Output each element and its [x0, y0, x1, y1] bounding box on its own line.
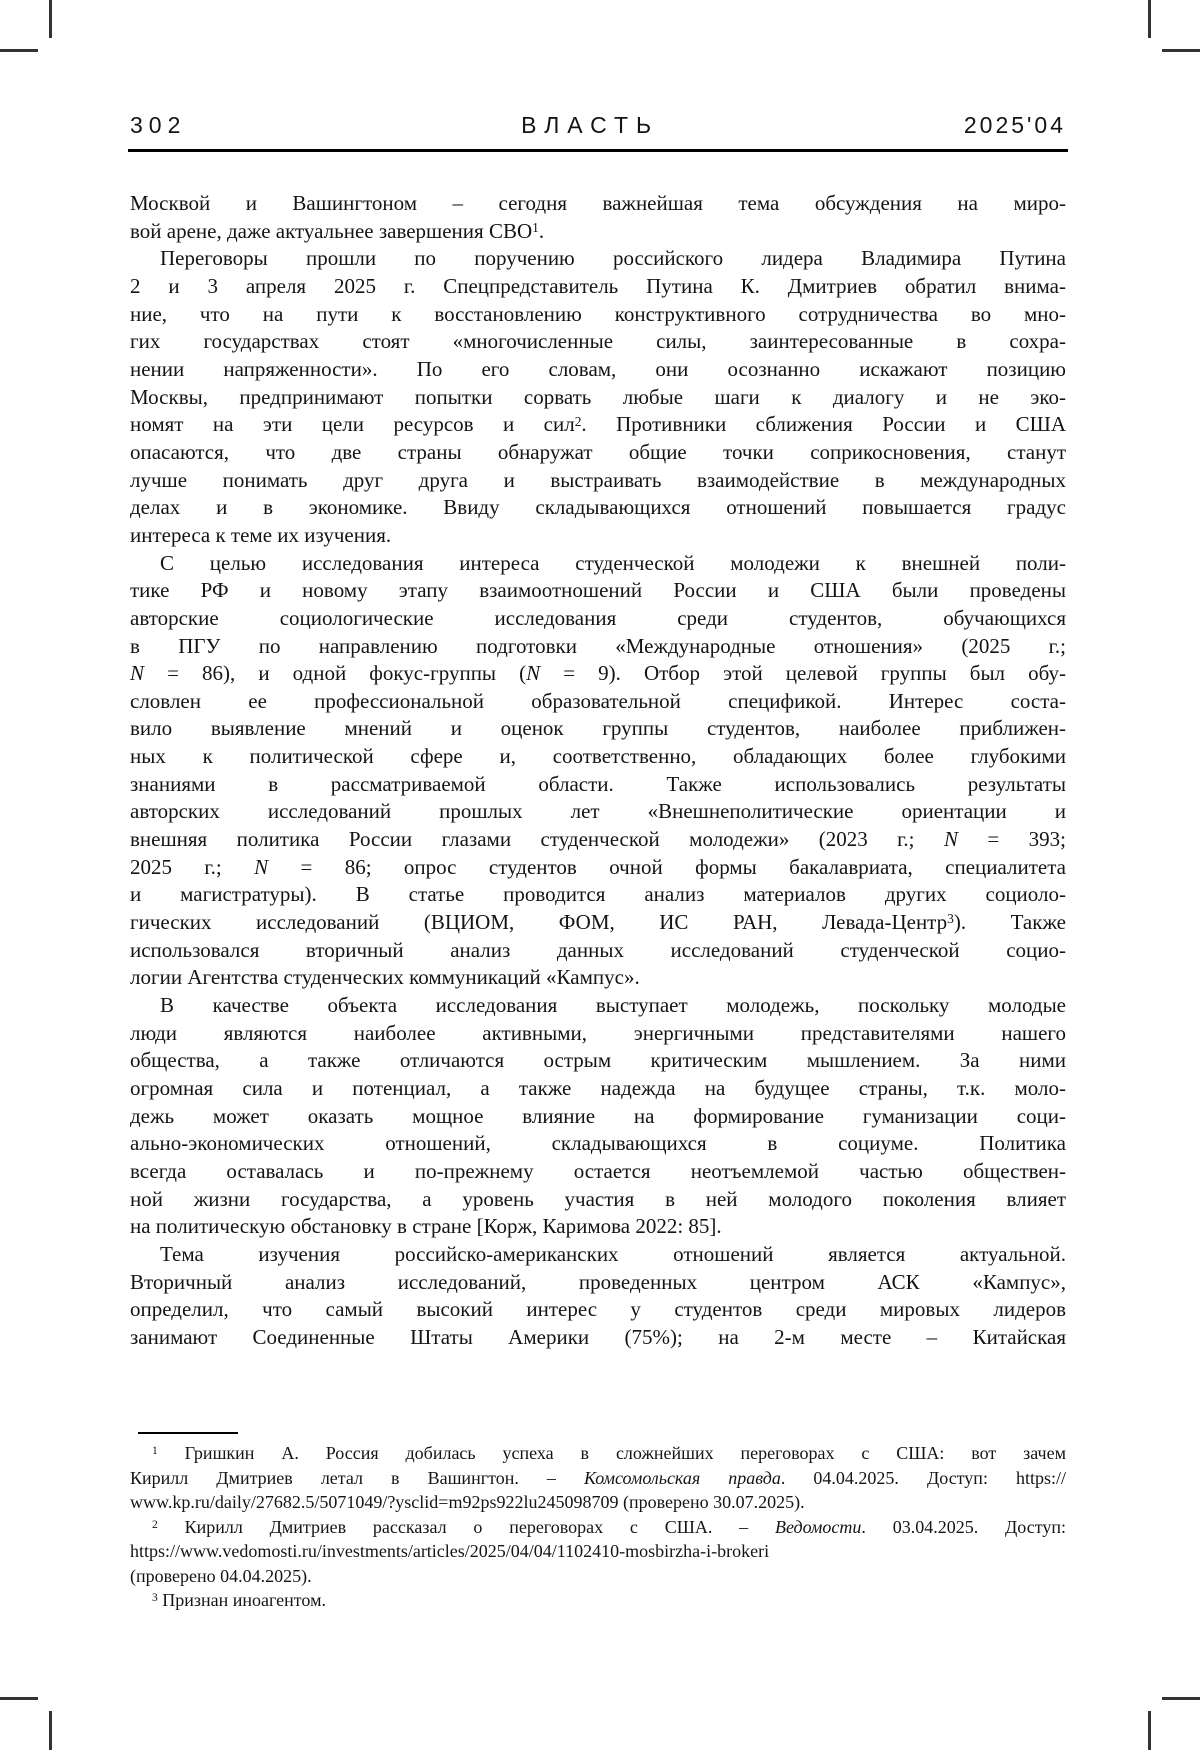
text-segment: = 86; опрос студентов очной формы бакалавриата, специалитета [268, 854, 1066, 879]
text-segment: В качестве объекта исследования выступает молодежь, поскольку молодые [160, 993, 1066, 1018]
text-line [130, 273, 1066, 301]
footnote-ref: 1 [152, 1445, 158, 1458]
text-segment: https://www.vedomosti.ru/investments/articles/2025/04/04/1102410-mosbirzha-i-brokeri [130, 1541, 770, 1561]
text-segment: словлен ее профессиональной образовательной спецификой. Интерес соста- [130, 688, 1066, 713]
footnote-separator [138, 1432, 238, 1434]
text-segment: дежь может оказать мощное влияние на формирование гуманизации соци- [130, 1103, 1066, 1128]
text-line [130, 688, 1066, 716]
text-segment: Кирилл Дмитриев рассказал о переговорах с США. – [157, 1516, 775, 1537]
text-segment: определил, что самый высокий интерес у студентов среди мировых лидеров [130, 1297, 1066, 1322]
footnote [130, 1515, 1066, 1589]
text-line [130, 190, 1066, 218]
italic-text: N [254, 854, 269, 879]
journal-title: ВЛАСТЬ [521, 112, 660, 138]
text-segment: 2 и 3 апреля 2025 г. Спецпредставитель Путина К. Дмитриев обратил внима- [130, 273, 1066, 298]
text-segment: Тема изучения российско-американских отношений является актуальной. [160, 1241, 1066, 1266]
text-line [130, 992, 1066, 1020]
text-line [130, 550, 1066, 578]
text-line [130, 1588, 1066, 1613]
italic-text: N [526, 661, 541, 686]
text-segment: Признан иноагентом. [157, 1590, 326, 1610]
footnote-ref: 1 [532, 220, 539, 236]
header-rule [128, 149, 1068, 152]
text-segment: люди являются наиболее активными, энергичными представителями нашего [130, 1020, 1066, 1045]
article-body [130, 190, 1066, 1352]
text-segment: гих государствах стоят «многочисленные силы, заинтересованные в сохра- [130, 329, 1066, 354]
paragraph [130, 1241, 1066, 1352]
text-line [130, 1324, 1066, 1352]
text-segment: гических исследований (ВЦИОМ, ФОМ, ИС РАН, Левада-Центр [130, 910, 948, 935]
footnote [130, 1588, 1066, 1613]
text-line [130, 771, 1066, 799]
text-segment: = 393; [957, 827, 1066, 852]
text-line [130, 1103, 1066, 1131]
text-segment: Вторичный анализ исследований, проведенных центром АСК «Кампус», [130, 1269, 1066, 1294]
text-line [130, 826, 1066, 854]
text-segment: опасаются, что две страны обнаружат общие точки соприкосновения, станут [130, 439, 1066, 464]
text-segment: (проверено 04.04.2025). [130, 1565, 312, 1586]
text-line [130, 743, 1066, 771]
text-line [130, 1047, 1066, 1075]
text-segment: Кирилл Дмитриев летал в Вашингтон. – [130, 1467, 584, 1488]
crop-mark-top-left-horizontal [0, 49, 38, 52]
text-segment: = 86), и одной фокус-группы ( [144, 661, 527, 686]
text-line [130, 494, 1066, 522]
text-segment: авторских исследований прошлых лет «Внешнеполитические ориентации и [130, 799, 1066, 824]
text-segment: авторские социологические исследования среди студентов, обучающихся [130, 605, 1066, 630]
italic-text: N [130, 661, 145, 686]
text-line [130, 1158, 1066, 1186]
text-line [130, 1466, 1066, 1491]
text-segment: внешняя политика России глазами студенческой молодежи» (2023 г.; [130, 827, 944, 852]
text-segment: интереса к теме их изучения. [130, 522, 392, 547]
footnote-ref: 2 [152, 1518, 158, 1531]
text-segment: ной жизни государства, а уровень участия в ней молодого поколения влияет [130, 1186, 1066, 1211]
text-segment: знаниями в рассматриваемой области. Также использовались результаты [130, 771, 1066, 796]
italic-text: Ведомости [774, 1516, 862, 1537]
text-segment: ных к политической сфере и, соответственно, обладающих более глубокими [130, 744, 1066, 769]
text-segment: Москвой и Вашингтоном – сегодня важнейшая тема обсуждения на миро- [130, 191, 1066, 215]
text-line [130, 1296, 1066, 1324]
crop-mark-bottom-left-vertical [49, 1711, 52, 1750]
text-segment: С целью исследования интереса студенческой молодежи к внешней поли- [160, 550, 1066, 575]
text-line [130, 467, 1066, 495]
text-segment: тике РФ и новому этапу взаимоотношений России и США были проведены [130, 578, 1066, 603]
issue-label: 2025'04 [963, 112, 1066, 138]
text-segment: ально-экономических отношений, складывающихся в социуме. Политика [130, 1131, 1066, 1156]
text-segment: Переговоры прошли по поручению российского лидера Владимира Путина [160, 246, 1066, 271]
footnote [130, 1441, 1066, 1515]
text-segment: логии Агентства студенческих коммуникаций «Кампус». [130, 965, 640, 990]
text-segment: лучше понимать друг друга и выстраивать взаимодействие в международных [130, 467, 1066, 492]
footnote-ref: 3 [947, 911, 954, 927]
text-segment: занимают Соединенные Штаты Америки (75%); на 2-м месте – Китайская [130, 1324, 1066, 1349]
text-segment: делах и в экономике. Ввиду складывающихся отношений повышается градус [130, 495, 1066, 520]
crop-mark-bottom-right-vertical [1148, 1711, 1151, 1750]
text-segment: 2025 г.; [130, 854, 255, 879]
text-segment: . 04.04.2025. Доступ: https:// [780, 1467, 1066, 1488]
text-line [130, 218, 1066, 246]
text-segment: в ПГУ по направлению подготовки «Международные отношения» (2025 г.; [130, 633, 1066, 658]
text-line [130, 605, 1066, 633]
text-segment: Гришкин А. Россия добилась успеха в сложнейших переговорах с США: вот зачем [157, 1443, 1066, 1463]
text-line [130, 798, 1066, 826]
text-line [130, 715, 1066, 743]
text-line [130, 577, 1066, 605]
text-segment: . 03.04.2025. Доступ: [861, 1516, 1066, 1537]
text-segment: огромная сила и потенциал, а также надежда на будущее страны, т.к. моло- [130, 1076, 1066, 1100]
crop-mark-top-right-horizontal [1162, 49, 1200, 52]
text-line [130, 881, 1066, 909]
text-line [130, 1075, 1066, 1103]
text-segment: вой арене, даже актуальнее завершения СВО [130, 218, 533, 243]
text-line [130, 522, 1066, 550]
text-segment: вило выявление мнений и оценок группы студентов, наиболее приближен- [130, 716, 1066, 741]
text-segment: . Противники сближения России и США [581, 412, 1066, 437]
text-segment: = 9). Отбор этой целевой группы был обу- [540, 661, 1066, 686]
text-segment: ). Также [953, 910, 1067, 935]
text-segment: . [538, 218, 545, 243]
text-line [130, 660, 1066, 688]
page-header [130, 112, 1066, 139]
text-line [130, 1241, 1066, 1269]
footnotes [130, 1441, 1066, 1613]
text-segment: общества, а также отличаются острым критическим мышлением. За ними [130, 1048, 1066, 1073]
text-line [130, 411, 1066, 439]
text-line [130, 301, 1066, 329]
text-line [130, 1269, 1066, 1297]
text-line [130, 1539, 1066, 1564]
text-segment: www.kp.ru/daily/27682.5/5071049/?ysclid=m92ps922lu245098709 (проверено 30.07.2025). [130, 1492, 805, 1512]
text-segment: номят на эти цели ресурсов и сил [130, 412, 575, 437]
text-segment: всегда оставалась и по-прежнему остается неотъемлемой частью обществен- [130, 1158, 1066, 1183]
text-line [130, 384, 1066, 412]
text-line [130, 1213, 1066, 1241]
text-line [130, 1564, 1066, 1589]
text-segment: и магистратуры). В статье проводится анализ материалов других социоло- [130, 882, 1066, 907]
text-segment: использовался вторичный анализ данных исследований студенческой социо- [130, 937, 1066, 962]
text-line [130, 1186, 1066, 1214]
paragraph [130, 245, 1066, 549]
paragraph [130, 992, 1066, 1241]
paragraph [130, 190, 1066, 245]
text-segment: нении напряженности». По его словам, они осознанно искажают позицию [130, 356, 1066, 381]
text-line [130, 964, 1066, 992]
text-segment: ние, что на пути к восстановлению конструктивного сотрудничества во мно- [130, 301, 1066, 326]
footnote-ref: 3 [152, 1592, 158, 1605]
text-line [130, 328, 1066, 356]
text-line [130, 633, 1066, 661]
text-line [130, 245, 1066, 273]
text-line [130, 356, 1066, 384]
crop-mark-top-left-vertical [49, 0, 52, 38]
text-segment: на политическую обстановку в стране [Корж, Каримова 2022: 85]. [130, 1214, 722, 1239]
text-segment: Москвы, предпринимают попытки сорвать любые шаги к диалогу и не эко- [130, 384, 1066, 409]
text-line [130, 854, 1066, 882]
text-line [130, 1490, 1066, 1515]
crop-mark-bottom-right-horizontal [1162, 1697, 1200, 1700]
italic-text: Комсомольская правда [583, 1467, 781, 1488]
footnote-ref: 2 [574, 413, 582, 429]
text-line [130, 1515, 1066, 1540]
page-number: 302 [130, 112, 187, 138]
crop-mark-top-right-vertical [1148, 0, 1151, 38]
paragraph [130, 550, 1066, 993]
text-line [130, 439, 1066, 467]
text-line [130, 1020, 1066, 1048]
text-line [130, 937, 1066, 965]
text-line [130, 1130, 1066, 1158]
text-line [130, 1441, 1066, 1466]
italic-text: N [943, 827, 958, 852]
text-line [130, 909, 1066, 937]
crop-mark-bottom-left-horizontal [0, 1697, 38, 1700]
